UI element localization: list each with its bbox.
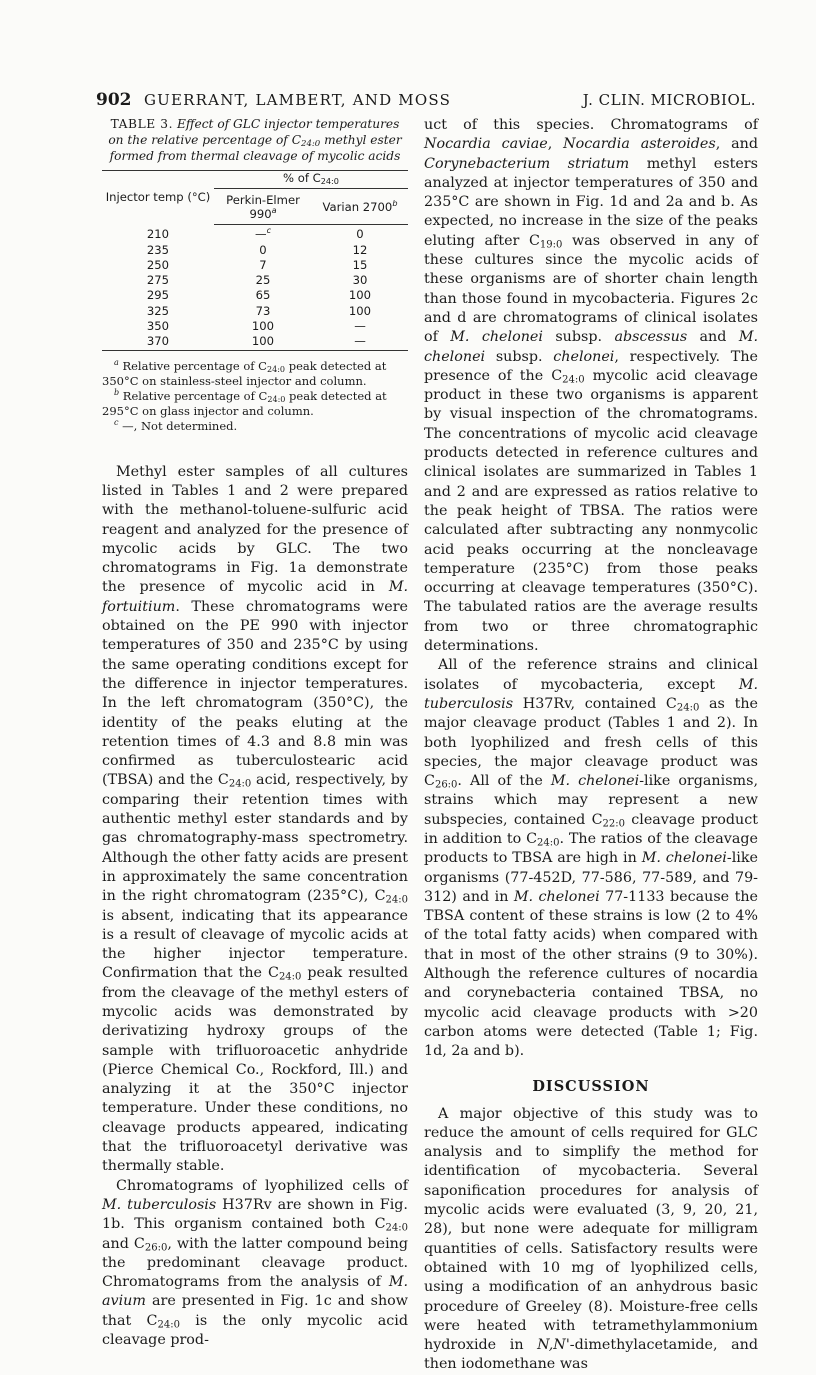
cell-perkin-elmer: 25 <box>255 273 271 288</box>
body-paragraph: Chromatograms of lyophilized cells of M. tuberculosis H37Rv are shown in Fig. 1b. This organism contained both $C_{24:0}$ and $C_{26:0}$, with the latter compound being the predominant cleavage product. Chromatograms from the analysis of M. avium are presented in Fig. 1c and show that $C_{24:0}$ is the only mycolic acid cleavage prod- <box>102 1177 409 1349</box>
table-row <box>102 288 408 303</box>
table-row <box>102 319 408 334</box>
col-header-varian: Varian 2700$^b$ <box>312 189 408 225</box>
table-footnote: $^c$ —, Not determined. <box>114 417 238 433</box>
table-3 <box>102 116 408 434</box>
cell-perkin-elmer: —$^c$ <box>254 225 272 242</box>
cell-perkin-elmer: 100 <box>251 319 275 334</box>
cell-perkin-elmer: 65 <box>255 288 271 303</box>
table-row <box>102 258 408 273</box>
left-body-text <box>102 463 408 1351</box>
cell-perkin-elmer: 7 <box>259 257 267 272</box>
cell-temp: 325 <box>146 303 170 318</box>
left-column <box>102 116 408 1350</box>
table-row <box>102 304 408 319</box>
page-header <box>96 90 756 112</box>
cell-perkin-elmer: 0 <box>259 242 267 257</box>
running-authors: GUERRANT, LAMBERT, AND MOSS <box>144 91 452 109</box>
cell-varian: 12 <box>352 242 368 257</box>
body-paragraph: Methyl ester samples of all cultures listed in Tables 1 and 2 were prepared with the methanol-toluene-sulfuric acid reagent and analyzed for the presence of mycolic acids by GLC. The two chromatograms in Fig. 1a demonstrate the presence of mycolic acid in M. fortuitium. These chromatograms were obtained on the PE 990 with injector temperatures of 350 and 235°C by using the same operating conditions except for the difference in injector temperatures. In the left chromatogram (350°C), the identity of the peaks eluting at the retention times of 4.3 and 8.8 min was confirmed as tuberculostearic acid (TBSA) and the $C_{24:0}$ acid, respectively, by comparing their retention times with authentic methyl ester standards and by gas chromatography-mass spectrometry. Although the other fatty acids are present in approximately the same concentration in the right chromatogram (235°C), $C_{24:0}$ is absent, indicating that its appearance is a result of cleavage of mycolic acids at the higher injector temperature. Confirmation that the $C_{24:0}$ peak resulted from the cleavage of the methyl esters of mycolic acids was demonstrated by derivatizing hydroxy groups of the sample with trifluoroacetic anhydride (Pierce Chemical Co., Rockford, Ill.) and analyzing it at the 350°C injector temperature. Under these conditions, no cleavage products appeared, indicating that the trifluoroacetyl derivative was thermally stable. <box>102 463 408 1175</box>
cell-varian: — <box>354 319 366 334</box>
cell-temp: 295 <box>146 288 170 303</box>
cell-temp: 250 <box>146 257 170 272</box>
table-caption <box>102 116 408 164</box>
col-header-pct: % of $C_{24:0}$ <box>214 171 408 189</box>
table-row <box>102 225 408 243</box>
table-caption-text: Effect of GLC injector temperatures on the relative percentage of $C_{24:0}$ methyl ester formed from thermal cleavage of mycolic acids <box>108 117 402 163</box>
table-row <box>102 243 408 258</box>
table-footnote: $^b$ Relative percentage of $C_{24:0}$ peak detected at 295°C on glass injector and column. <box>102 387 387 418</box>
body-paragraph: All of the reference strains and clinical isolates of mycobacteria, except M. tuberculosis H37Rv, contained $C_{24:0}$ as the major cleavage product (Tables 1 and 2). In both lyophilized and fresh cells of this species, the major cleavage product was $C_{26:0}$. All of the M. chelonei-like organisms, strains which may represent a new subspecies, contained $C_{22:0}$ cleavage product in addition to $C_{24:0}$. The ratios of the cleavage products to TBSA are high in M. chelonei-like organisms (77-452D, 77-586, 77-589, and 79-312) and in M. chelonei 77-1133 because the TBSA content of these strains is low (2 to 4% of the total fatty acids) when compared with that in most of the other strains (9 to 30%). Although the reference cultures of nocardia and corynebacteria contained TBSA, no mycolic acid cleavage products with >20 carbon atoms were detected (Table 1; Fig. 1d, 2a and b). <box>424 657 758 1060</box>
table-body <box>102 170 408 351</box>
cell-varian: 30 <box>352 273 368 288</box>
table-label: TABLE 3. <box>110 117 174 131</box>
cell-temp: 235 <box>146 242 170 257</box>
journal-name: J. CLIN. MICROBIOL. <box>582 91 756 109</box>
cell-temp: 210 <box>146 227 170 242</box>
cell-varian: — <box>312 334 408 350</box>
right-body-text <box>424 116 758 1062</box>
cell-temp: 370 <box>102 334 214 350</box>
table-footnote: $^a$ Relative percentage of $C_{24:0}$ peak detected at 350°C on stainless-steel injector and column. <box>102 357 387 388</box>
cell-varian: 0 <box>356 227 364 242</box>
body-paragraph: A major objective of this study was to reduce the amount of cells required for GLC analysis and to simplify the method for identification of mycobacteria. Several saponification procedures for analysis of mycolic acids were evaluated (3, 9, 20, 21, 28), but none were adequate for milligram quantities of cells. Satisfactory results were obtained with 10 mg of lyophilized cells, using a modification of an anhydrous basic procedure of Greeley (8). Moisture-free cells were heated with tetramethylammonium hydroxide in N,N'-dimethylacetamide, and then iodomethane was <box>424 1105 758 1373</box>
table-row <box>102 334 408 350</box>
table-rows <box>102 225 408 350</box>
cell-temp: 350 <box>146 319 170 334</box>
table-footnotes <box>102 359 408 434</box>
cell-varian: 100 <box>348 303 372 318</box>
cell-varian: 15 <box>352 257 368 272</box>
discussion-heading: DISCUSSION <box>532 1077 650 1095</box>
cell-temp: 275 <box>146 273 170 288</box>
right-column <box>424 116 758 1375</box>
body-paragraph: uct of this species. Chromatograms of Nocardia caviae, Nocardia asteroides, and Corynebacterium striatum methyl esters analyzed at injector temperatures of 350 and 235°C are shown in Fig. 1d and 2a and b. As expected, no increase in the size of the peaks eluting after $C_{19:0}$ was observed in any of these cultures since the mycolic acids of these organisms are of shorter chain length than those found in mycobacteria. Figures 2c and d are chromatograms of clinical isolates of M. chelonei subsp. abscessus and M. chelonei subsp. chelonei, respectively. The presence of the $C_{24:0}$ mycolic acid cleavage product in these two organisms is apparent by visual inspection of the chromatograms. The concentrations of mycolic acid cleavage products detected in reference cultures and clinical isolates are summarized in Tables 1 and 2 and are expressed as ratios relative to the peak height of TBSA. The ratios were calculated after subtracting any nonmycolic acid peaks occurring at the noncleavage temperature (235°C) from those peaks occurring at cleavage temperatures (350°C). The tabulated ratios are the average results from two or three chromatographic determinations. <box>424 117 758 655</box>
cell-perkin-elmer: 73 <box>255 303 271 318</box>
cell-perkin-elmer: 100 <box>214 334 312 350</box>
page-number: 902 <box>96 90 132 110</box>
discussion-body-text <box>424 1105 758 1375</box>
col-header-injector-temp: Injector temp (°C) <box>105 190 211 205</box>
col-header-perkin-elmer: Perkin-Elmer 990$^a$ <box>214 189 312 225</box>
table-row <box>102 273 408 288</box>
cell-varian: 100 <box>348 288 372 303</box>
